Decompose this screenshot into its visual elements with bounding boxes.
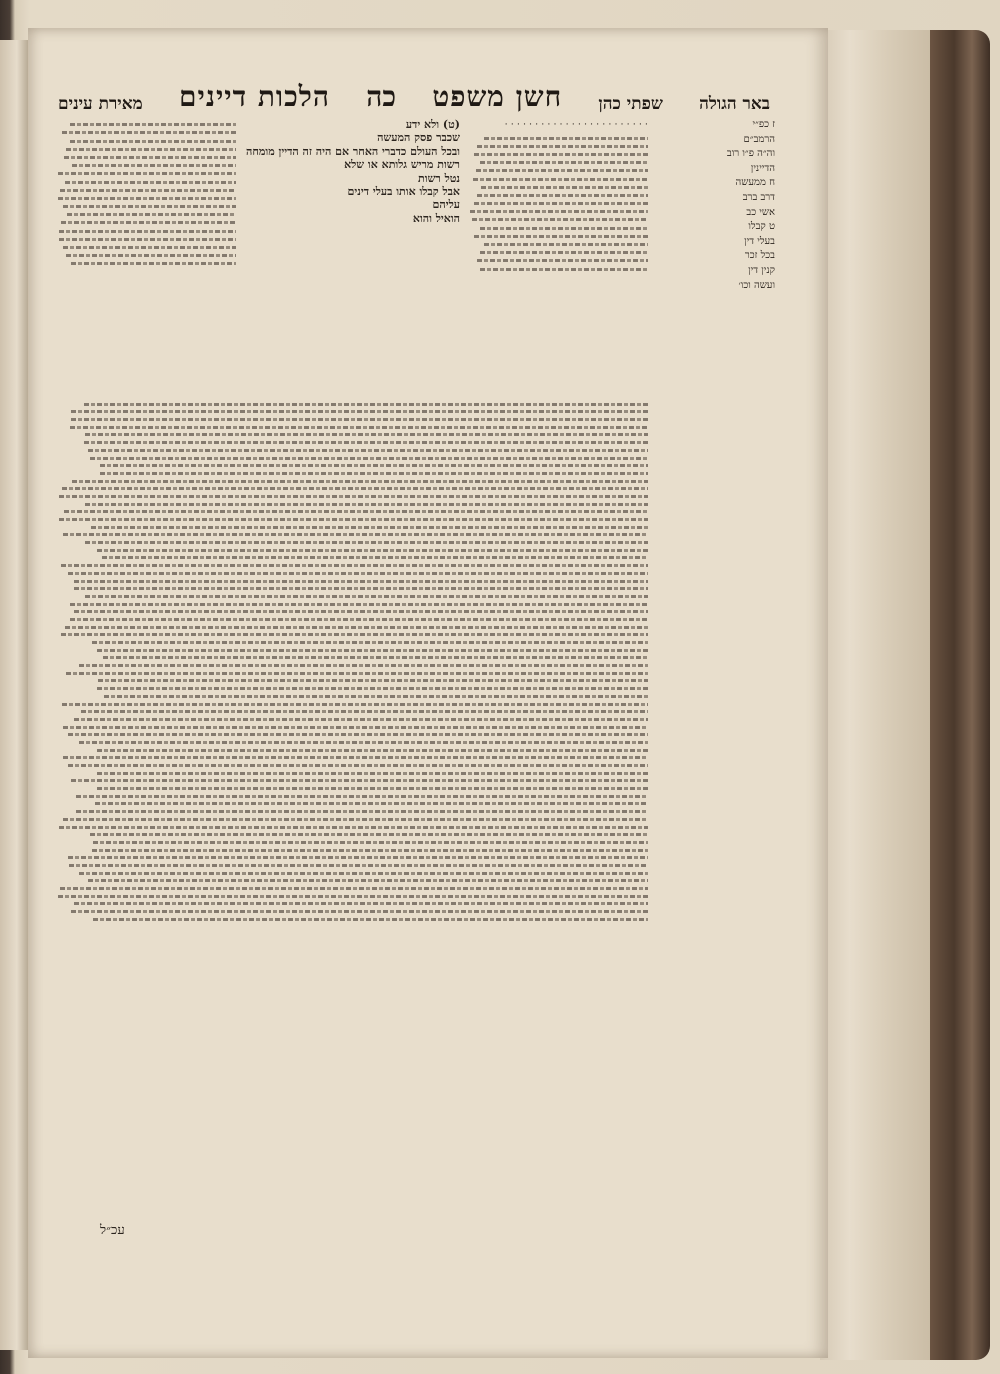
previous-page-edge xyxy=(0,40,29,1350)
print-line-texture xyxy=(70,426,648,429)
margin-line: בכל זכר xyxy=(744,250,775,262)
print-line-texture xyxy=(71,262,236,265)
print-line-texture xyxy=(63,205,236,208)
print-line-texture xyxy=(79,872,648,875)
print-line-texture xyxy=(103,656,649,659)
print-line-texture xyxy=(70,618,648,621)
print-line-texture xyxy=(68,572,648,575)
print-line-texture xyxy=(74,902,648,905)
print-line-texture xyxy=(59,826,648,829)
print-line-texture xyxy=(84,403,648,406)
print-line-texture xyxy=(71,410,648,413)
print-line-texture xyxy=(62,487,648,490)
print-line-texture xyxy=(97,772,648,775)
print-line-texture xyxy=(63,818,648,821)
print-line-texture xyxy=(97,687,648,690)
print-line-texture xyxy=(476,169,648,172)
print-line-texture xyxy=(97,549,648,552)
main-text-line: נטל רשות xyxy=(418,171,460,185)
texture-line: · · · · · · · · · · · · · · · · · · · · · · · · xyxy=(504,119,648,130)
header-beer-hagolah: באר הגולה xyxy=(699,94,770,114)
print-line-texture xyxy=(61,633,648,636)
print-line-texture xyxy=(63,726,648,729)
running-header xyxy=(58,78,770,114)
main-text-line: אבל קבלו אותו בעלי דינים xyxy=(347,185,460,199)
print-line-texture xyxy=(74,587,648,590)
print-line-texture xyxy=(477,259,648,262)
margin-line: ז כפ״י xyxy=(752,119,775,130)
print-line-texture xyxy=(70,603,648,606)
print-line-texture xyxy=(59,230,236,233)
margin-line: דרב ברב xyxy=(742,191,775,203)
print-line-texture xyxy=(58,172,236,175)
print-line-texture xyxy=(104,695,648,698)
print-line-texture xyxy=(90,457,648,460)
print-line-texture xyxy=(100,464,648,467)
commentary-column-left xyxy=(58,118,236,368)
print-line-texture xyxy=(70,140,236,143)
print-line-texture xyxy=(85,541,648,544)
print-line-texture xyxy=(97,787,648,790)
print-line-texture xyxy=(480,161,648,164)
main-text-column xyxy=(246,118,460,368)
margin-line: הרמב״ם xyxy=(743,133,775,145)
print-line-texture xyxy=(88,449,648,452)
print-line-texture xyxy=(470,210,648,213)
print-line-texture xyxy=(98,679,648,682)
print-line-texture xyxy=(481,186,648,189)
print-line-texture xyxy=(85,595,648,598)
print-line-texture xyxy=(102,556,648,559)
print-line-texture xyxy=(92,641,648,644)
print-line-texture xyxy=(74,580,648,583)
print-line-texture xyxy=(93,841,648,844)
print-line-texture xyxy=(64,510,648,513)
print-line-texture xyxy=(66,148,236,151)
print-line-texture xyxy=(58,895,648,898)
print-line-texture xyxy=(97,749,648,752)
print-line-texture xyxy=(472,218,648,221)
print-line-texture xyxy=(85,433,648,436)
print-line-texture xyxy=(66,672,648,675)
margin-line: ועשה וכו׳ xyxy=(738,279,775,291)
header-halachot: הלכות דיינים xyxy=(179,80,330,113)
print-line-texture xyxy=(79,741,648,744)
print-line-texture xyxy=(68,764,649,767)
header-main-title: חשן משפט xyxy=(432,80,563,113)
print-line-texture xyxy=(473,178,648,181)
print-line-texture xyxy=(62,131,236,134)
commentary-full-width xyxy=(58,398,648,1248)
margin-line: קנין דין xyxy=(748,264,775,276)
print-line-texture xyxy=(60,887,648,890)
print-line-texture xyxy=(81,710,648,713)
print-line-texture xyxy=(76,810,648,813)
print-line-texture xyxy=(84,441,648,444)
main-text-line: שכבר פסק המעשה xyxy=(377,131,460,145)
print-line-texture xyxy=(474,153,648,156)
print-line-texture xyxy=(474,235,648,238)
print-line-texture xyxy=(97,649,648,652)
header-meirat-einayim: מאירת עינים xyxy=(58,94,143,114)
main-text-heading: (ט) ולא ידע xyxy=(405,118,460,131)
print-line-texture xyxy=(76,795,648,798)
upper-columns xyxy=(58,118,648,368)
print-line-texture xyxy=(58,197,236,200)
print-line-texture xyxy=(61,564,648,567)
print-line-texture xyxy=(63,533,648,536)
print-line-texture xyxy=(74,610,648,613)
main-text-line: ובכל העולם כדברי האחר אם היה זה הדיין מומחה xyxy=(246,144,460,158)
print-line-texture xyxy=(59,495,648,498)
margin-line: הדיינין xyxy=(750,162,775,174)
print-line-texture xyxy=(67,213,236,216)
text-block xyxy=(58,118,648,1248)
page-edges xyxy=(820,30,940,1360)
print-line-texture xyxy=(88,879,648,882)
print-line-texture xyxy=(59,238,236,241)
print-line-texture xyxy=(480,251,648,254)
print-line-texture xyxy=(100,472,648,475)
margin-notes xyxy=(655,118,775,438)
print-line-texture xyxy=(79,664,648,667)
margin-line: וה״ה פ״ו רוב xyxy=(726,148,775,160)
print-line-texture xyxy=(64,156,236,159)
book-spine xyxy=(930,30,990,1360)
print-line-texture xyxy=(61,221,236,224)
print-line-texture xyxy=(90,833,648,836)
print-line-texture xyxy=(72,164,236,167)
print-line-texture xyxy=(95,802,648,805)
print-line-texture xyxy=(71,418,648,421)
print-line-texture xyxy=(71,779,648,782)
main-text-line: הואיל והוא xyxy=(412,211,460,225)
print-line-texture xyxy=(71,910,648,913)
print-line-texture xyxy=(477,145,648,148)
print-line-texture xyxy=(91,526,648,529)
print-line-texture xyxy=(66,254,236,257)
print-line-texture xyxy=(484,243,648,246)
print-line-texture xyxy=(63,756,648,759)
print-line-texture xyxy=(480,268,648,271)
print-line-texture xyxy=(92,849,648,852)
print-line-texture xyxy=(70,123,236,126)
print-line-texture xyxy=(477,194,648,197)
print-line-texture xyxy=(65,626,648,629)
margin-line: ח ממעשה xyxy=(735,177,775,189)
print-line-texture xyxy=(93,918,648,921)
print-line-texture xyxy=(59,518,648,521)
print-line-texture xyxy=(74,718,648,721)
print-line-texture xyxy=(480,227,648,230)
header-page-number: כה xyxy=(366,80,397,113)
print-line-texture xyxy=(474,202,648,205)
main-text-line: רשות מריש גלותא או שלא xyxy=(344,158,460,172)
print-line-texture xyxy=(72,480,648,483)
print-line-texture xyxy=(60,189,236,192)
print-line-texture xyxy=(68,856,648,859)
print-line-texture xyxy=(85,503,648,506)
print-line-texture xyxy=(69,864,648,867)
print-line-texture xyxy=(484,137,648,140)
print-line-texture xyxy=(68,733,648,736)
margin-line: בעלי דין xyxy=(744,235,775,247)
main-text-line: עליהם xyxy=(432,198,460,212)
print-line-texture xyxy=(63,246,236,249)
commentary-column-right xyxy=(470,118,648,368)
margin-line: ט קבלו xyxy=(748,221,775,233)
print-line-texture xyxy=(62,703,648,706)
header-shifte-cohen: שפתי כהן xyxy=(598,94,663,114)
catchword: עכ״ל xyxy=(100,1223,125,1238)
margin-line: אשי כב xyxy=(746,206,775,218)
print-line-texture xyxy=(65,181,236,184)
